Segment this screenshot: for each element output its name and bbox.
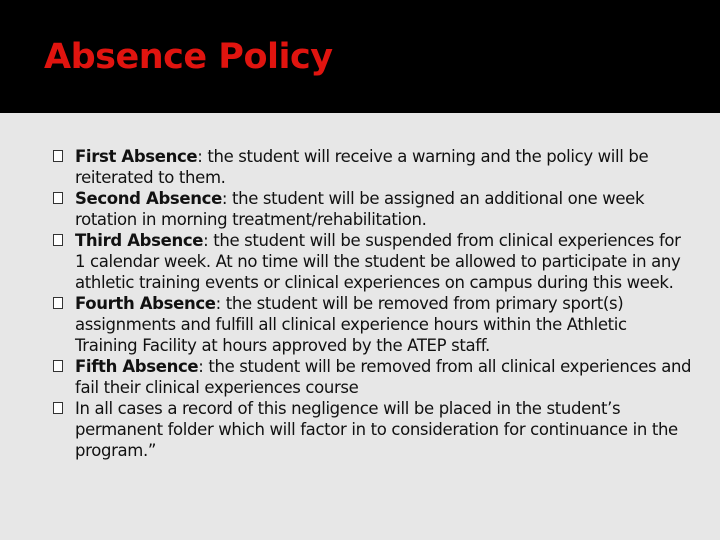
square-bullet-icon — [53, 234, 63, 246]
bullet-lead: Third Absence — [75, 231, 204, 250]
bullet-text: : the student will be removed from primary sport(s) assignments and fulfill all clinical experience hours within the Athletic Training Facility at hours approved by the ATEP staff. — [75, 294, 627, 355]
bullet-text: In all cases a record of this negligence will be placed in the student’s permanent folder which will factor in to consideration for continuance in the program.” — [75, 399, 678, 460]
bullet-list — [52, 146, 692, 461]
bullet-item-third-absence — [52, 230, 692, 293]
bullet-text: : the student will receive a warning and the policy will be reiterated to them. — [75, 147, 649, 187]
square-bullet-icon — [53, 402, 63, 414]
bullet-lead: Second Absence — [75, 189, 222, 208]
square-bullet-icon — [53, 297, 63, 309]
bullet-lead: Fifth Absence — [75, 357, 199, 376]
square-bullet-icon — [53, 360, 63, 372]
square-bullet-icon — [53, 192, 63, 204]
bullet-text: : the student will be suspended from clinical experiences for 1 calendar week. At no time will the student be allowed to participate in any athletic training events or clinical experiences on campus during this week. — [75, 231, 681, 292]
bullet-item-second-absence — [52, 188, 692, 230]
bullet-item-fourth-absence — [52, 293, 692, 356]
content-panel — [0, 113, 720, 540]
bullet-text: : the student will be removed from all clinical experiences and fail their clinical experiences course — [75, 357, 692, 397]
bullet-lead: Fourth Absence — [75, 294, 216, 313]
square-bullet-icon — [53, 150, 63, 162]
bullet-item-fifth-absence — [52, 356, 692, 398]
slide-title: Absence Policy — [44, 37, 333, 77]
bullet-lead: First Absence — [75, 147, 198, 166]
title-band — [0, 0, 720, 112]
bullet-item-first-absence — [52, 146, 692, 188]
bullet-text: : the student will be assigned an additional one week rotation in morning treatment/rehabilitation. — [75, 189, 645, 229]
bullet-item-all-cases — [52, 398, 692, 461]
